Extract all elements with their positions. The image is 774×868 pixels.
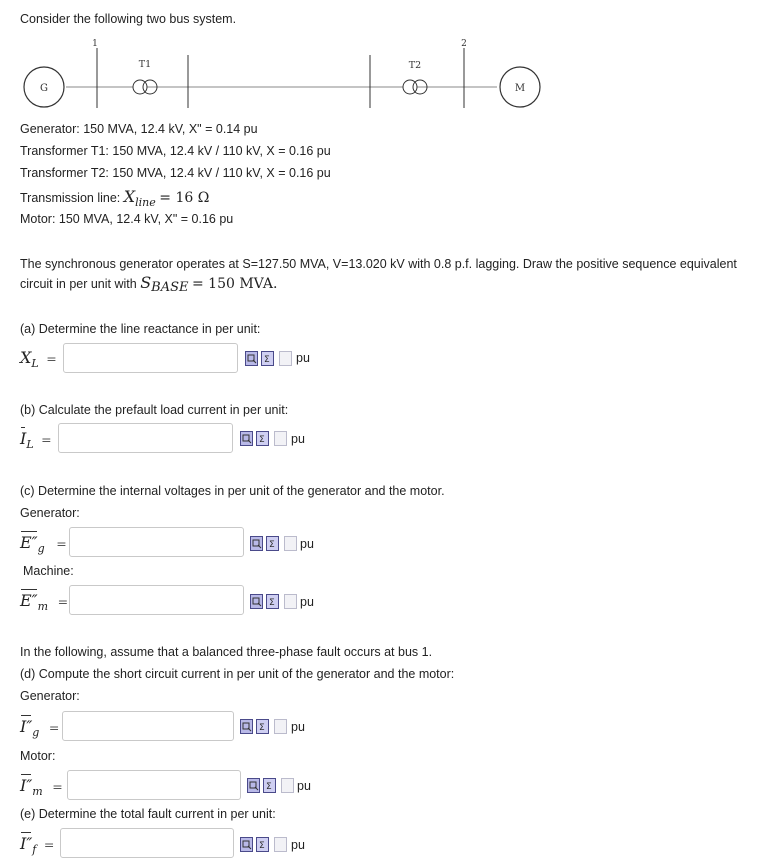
sbase-value: = 150 MVA. [191,276,278,292]
symbol-il: I [20,429,27,448]
fault-intro: In the following, assume that a balanced three-phase fault occurs at bus 1. [20,645,433,659]
svg-text:Σ: Σ [259,723,265,733]
spec-generator: Generator: 150 MVA, 12.4 kV, X" = 0.14 pu [20,122,258,136]
symbol-im-sub: m [32,785,43,798]
svg-text:Σ: Σ [264,355,270,365]
generator-label: G [40,83,48,94]
label-if [20,834,55,856]
svg-text:Σ: Σ [259,841,265,851]
blank-document-icon[interactable] [274,431,287,446]
unit-em: pu [300,595,314,609]
equals-sign: = [46,351,57,366]
equation-editor-icon[interactable] [256,431,269,446]
question-e: (e) Determine the total fault current in per unit: [20,807,276,821]
equals-sign: = [41,432,52,447]
label-il [20,429,52,451]
blank-document-icon[interactable] [284,536,297,551]
equals-sign: = [56,536,67,551]
equals-sign: = [52,779,63,794]
spec-t1: Transformer T1: 150 MVA, 12.4 kV / 110 kV, X = 0.16 pu [20,144,331,158]
label-ig [20,717,60,739]
question-a: (a) Determine the line reactance in per unit: [20,322,261,336]
preview-icon[interactable] [245,351,258,366]
description-line1: The synchronous generator operates at S=127.50 MVA, V=13.020 kV with 0.8 p.f. lagging. Draw the positive sequence equivalent [20,257,737,271]
spec-line [20,187,210,209]
question-c-generator: Generator: [20,506,80,520]
preview-icon[interactable] [240,837,253,852]
symbol-xl-sub: L [31,357,39,370]
spec-motor: Motor: 150 MVA, 12.4 kV, X" = 0.16 pu [20,212,234,226]
answer-field-il[interactable] [58,423,233,453]
sbase-sub: BASE [151,280,189,295]
equals-sign: = [57,594,69,609]
t2-label: T2 [408,60,422,71]
label-im [20,776,63,798]
svg-text:Σ: Σ [259,435,265,445]
equals-sign: = [43,837,55,852]
symbol-if: I″ [20,834,33,853]
unit-if: pu [291,838,305,852]
answer-field-xl[interactable] [63,343,238,373]
question-d-motor: Motor: [20,749,56,763]
equals-sign: = [48,720,60,735]
symbol-if-sub: f [32,843,37,856]
sbase-symbol: S [140,273,152,292]
preview-icon[interactable] [240,431,253,446]
spec-line-sub: line [135,196,156,209]
spec-t2: Transformer T2: 150 MVA, 12.4 kV / 110 kV, X = 0.16 pu [20,166,331,180]
preview-icon[interactable] [240,719,253,734]
answer-field-ig[interactable] [62,711,234,741]
preview-icon[interactable] [250,594,263,609]
description-prefix: circuit in per unit with [20,277,141,291]
symbol-ig-sub: g [32,726,40,739]
blank-document-icon[interactable] [274,837,287,852]
equation-editor-icon[interactable] [266,536,279,551]
preview-icon[interactable] [250,536,263,551]
blank-document-icon[interactable] [284,594,297,609]
symbol-eg-sub: g [37,542,45,555]
question-c: (c) Determine the internal voltages in per unit of the generator and the motor. [20,484,445,498]
answer-field-im[interactable] [67,770,241,800]
svg-text:Σ: Σ [269,540,275,550]
unit-ig: pu [291,720,305,734]
equation-editor-icon[interactable] [256,837,269,852]
bus-1-label: 1 [92,39,98,49]
spec-line-symbol: X [123,187,136,206]
answer-field-em[interactable] [69,585,244,615]
t1-label: T1 [138,59,152,70]
spec-line-prefix: Transmission line: [20,191,124,205]
question-d: (d) Compute the short circuit current in per unit of the generator and the motor: [20,667,455,681]
blank-document-icon[interactable] [274,719,287,734]
label-xl [20,348,57,370]
equation-editor-icon[interactable] [266,594,279,609]
intro-text: Consider the following two bus system. [20,12,237,26]
motor-label: M [514,83,526,94]
question-d-generator: Generator: [20,689,80,703]
svg-text:Σ: Σ [266,782,272,792]
symbol-il-sub: L [26,438,34,451]
symbol-eg: E″ [20,533,38,552]
preview-icon[interactable] [247,778,260,793]
blank-document-icon[interactable] [281,778,294,793]
one-line-diagram [0,30,774,110]
equation-editor-icon[interactable] [261,351,274,366]
unit-il: pu [291,432,305,446]
equation-editor-icon[interactable] [256,719,269,734]
answer-field-if[interactable] [60,828,234,858]
spec-line-value: = 16 Ω [159,190,210,206]
label-em [20,591,69,613]
symbol-ig: I″ [20,717,33,736]
question-c-machine: Machine: [23,564,74,578]
equation-editor-icon[interactable] [263,778,276,793]
symbol-em-sub: m [37,600,49,613]
answer-field-eg[interactable] [69,527,244,557]
symbol-im: I″ [20,776,33,795]
unit-xl: pu [296,351,310,365]
label-eg [20,533,67,555]
symbol-em: E″ [20,591,38,610]
question-b: (b) Calculate the prefault load current in per unit: [20,403,289,417]
description-line2 [20,273,278,295]
blank-document-icon[interactable] [279,351,292,366]
unit-im: pu [297,779,311,793]
bus-2-label: 2 [461,39,467,49]
unit-eg: pu [300,537,314,551]
svg-text:Σ: Σ [269,598,275,608]
symbol-xl: X [20,348,32,367]
